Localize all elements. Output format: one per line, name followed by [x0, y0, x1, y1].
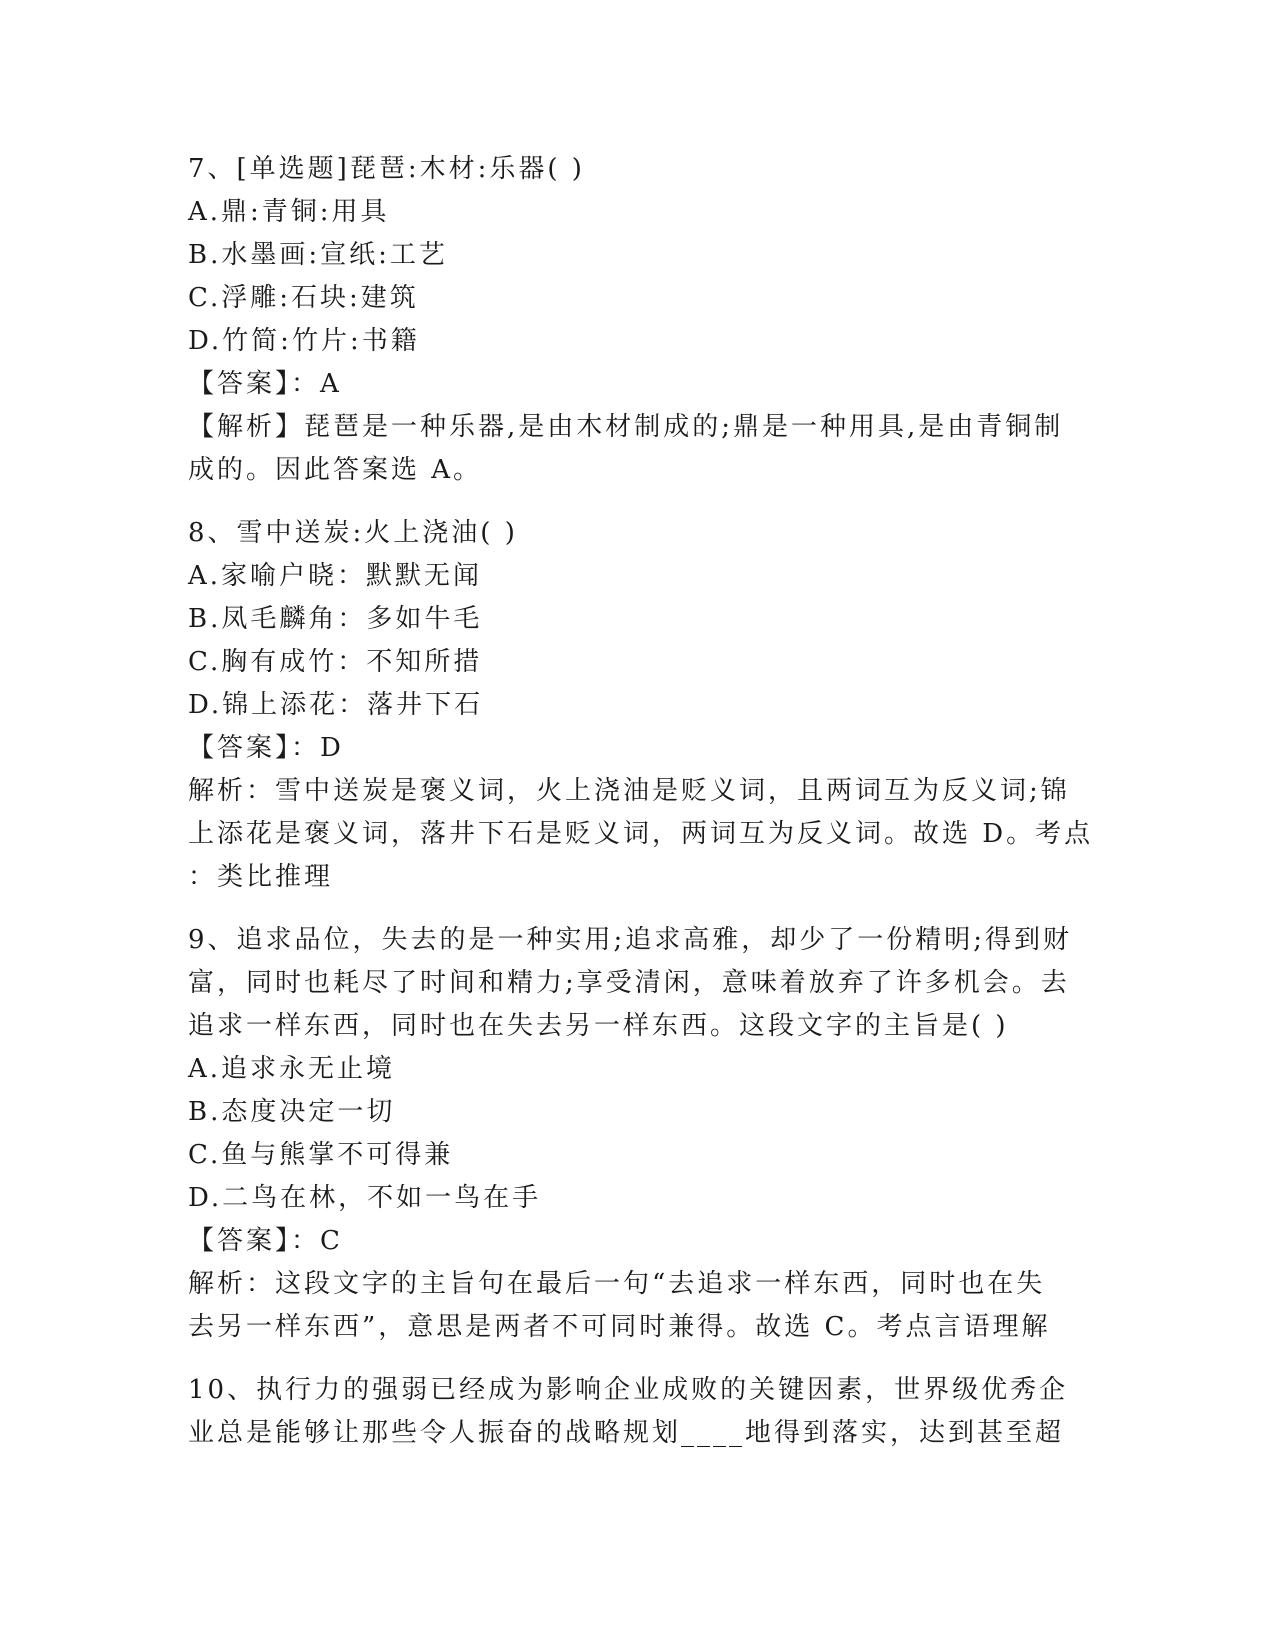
answer-line: 【答案】：A [188, 369, 342, 399]
question-10 [188, 1369, 1088, 1455]
option-a: A.追求永无止境 [188, 1054, 396, 1084]
analysis-line: 【解析】琵琶是一种乐器,是由木材制成的;鼎是一种用具,是由青铜制 [188, 412, 1064, 442]
question-stem [188, 1369, 1088, 1455]
stem-line: 9、追求品位，失去的是一种实用;追求高雅，却少了一份精明;得到财 [188, 925, 1073, 955]
stem-line: 业总是能够让那些令人振奋的战略规划____地得到落实，达到甚至超 [188, 1418, 1065, 1448]
stem-line: 7、[单选题]琵琶:木材:乐器( ) [188, 154, 585, 184]
question-stem [188, 512, 1088, 555]
option-d: D.二鸟在林，不如一鸟在手 [188, 1183, 542, 1213]
analysis-line: 解析：这段文字的主旨句在最后一句“去追求一样东西，同时也在失 [188, 1269, 1046, 1299]
option-a: A.鼎:青铜:用具 [188, 197, 390, 227]
stem-line: 8、雪中送炭:火上浇油( ) [188, 518, 518, 548]
option-c: C.鱼与熊掌不可得兼 [188, 1140, 454, 1170]
option-b: B.凤毛麟角：多如牛毛 [188, 604, 483, 634]
stem-line: 追求一样东西，同时也在失去另一样东西。这段文字的主旨是( ) [188, 1011, 1009, 1041]
analysis-line: 去另一样东西”，意思是两者不可同时兼得。故选 C。考点言语理解 [188, 1312, 1051, 1342]
question-stem [188, 919, 1088, 1048]
analysis-line: 解析：雪中送炭是褒义词，火上浇油是贬义词，且两词互为反义词;锦 [188, 776, 1070, 806]
question-9 [188, 919, 1088, 1349]
answer-line: 【答案】：D [188, 733, 344, 763]
page-content [188, 148, 1094, 1455]
analysis-line: ：类比推理 [188, 862, 334, 892]
stem-line: 10、执行力的强弱已经成为影响企业成败的关键因素，世界级优秀企 [188, 1375, 1069, 1405]
option-b: B.态度决定一切 [188, 1097, 396, 1127]
question-spacer [188, 1349, 1088, 1369]
option-a: A.家喻户晓：默默无闻 [188, 561, 483, 591]
question-spacer [188, 899, 1088, 919]
option-c: C.浮雕:石块:建筑 [188, 283, 419, 313]
question-spacer [188, 492, 1088, 512]
analysis [188, 406, 1088, 492]
question-7 [188, 148, 1088, 492]
question-stem [188, 148, 1088, 191]
answer-line: 【答案】：C [188, 1226, 343, 1256]
stem-line: 富，同时也耗尽了时间和精力;享受清闲，意味着放弃了许多机会。去 [188, 968, 1070, 998]
option-c: C.胸有成竹：不知所措 [188, 647, 483, 677]
analysis-line: 上添花是褒义词，落井下石是贬义词，两词互为反义词。故选 D。考点 [188, 819, 1094, 849]
analysis [188, 770, 1094, 899]
option-d: D.锦上添花：落井下石 [188, 690, 484, 720]
option-b: B.水墨画:宣纸:工艺 [188, 240, 448, 270]
question-8 [188, 512, 1094, 899]
analysis-line: 成的。因此答案选 A。 [188, 455, 483, 485]
analysis [188, 1263, 1088, 1349]
option-d: D.竹简:竹片:书籍 [188, 326, 420, 356]
